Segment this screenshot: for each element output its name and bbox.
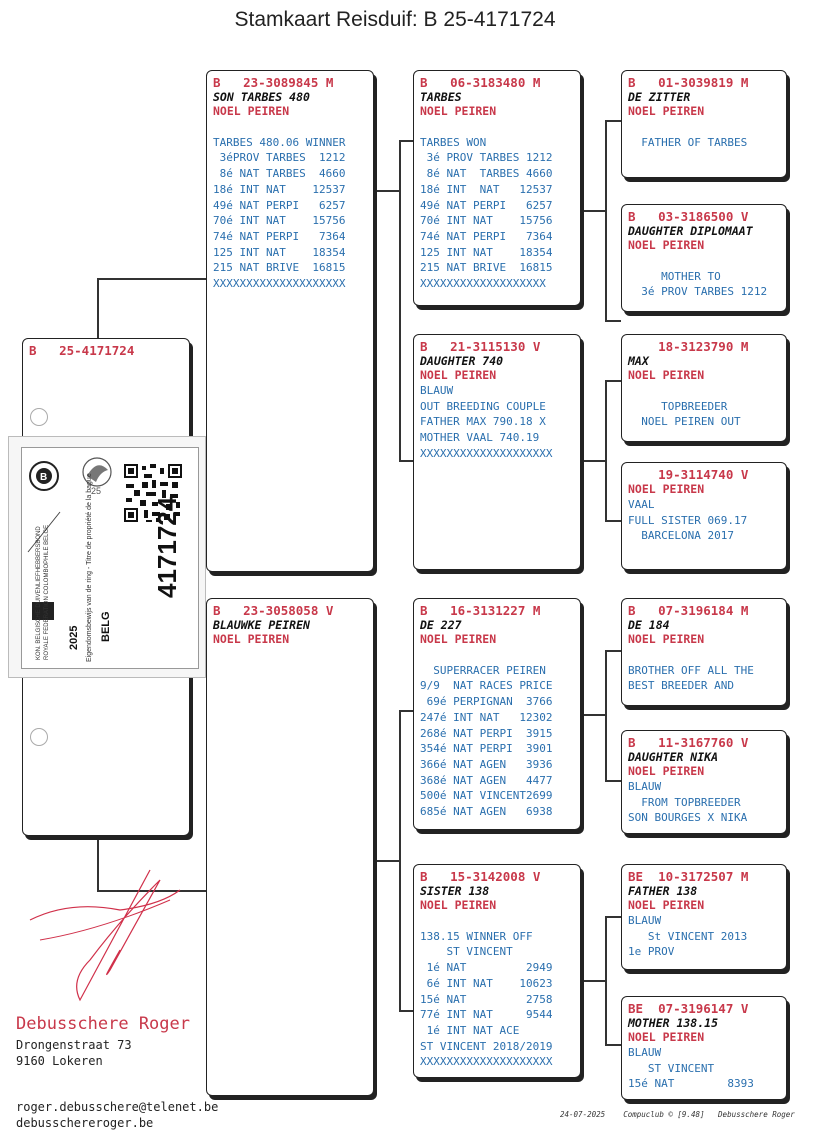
ddd-name: MOTHER 138.15 [628,1016,719,1030]
connector-line [376,190,400,192]
performance-line: FROM TOPBREEDER [628,795,741,809]
ring-year: 2025 [68,625,80,650]
breeder-email[interactable]: roger.debusschere@telenet.be [16,1100,219,1114]
performance-line: XXXXXXXXXXXXXXXXXXXX [420,446,553,460]
connector-line [605,380,621,382]
performance-line: BLAUW [420,384,454,397]
performance-line: ST VINCENT [628,1061,715,1075]
dam-sire-name: DE 227 [420,618,462,632]
footer-text: 24-07-2025 Compuclub © [9.48] Debusschere Roger [560,1110,795,1119]
performance-line: 125 INT NAT 18354 [213,245,346,259]
connector-line [605,380,607,520]
sire-sire-sire-card[interactable] [621,70,787,178]
dam-name: BLAUWKE PEIREN [213,618,310,632]
ring-certificate [8,436,206,678]
ring-certificate-inner [21,447,199,669]
page-title: Stamkaart Reisduif: B 25-4171724 [234,8,556,31]
dds-ring: BE 10-3172507 M [628,869,749,884]
dam-dam-lines [414,913,580,1070]
ring-number: 4171724 [152,496,182,598]
performance-line: 3éPROV TARBES 1212 [213,151,346,165]
sire-dam-sire-card[interactable] [621,334,787,442]
connector-line [605,916,607,1044]
performance-line: 354é NAT PERPI 3901 [420,742,553,756]
sire-dam-name: DAUGHTER 740 [420,354,504,368]
performance-line [622,383,786,399]
performance-line: 49é NAT PERPI 6257 [213,198,346,212]
performance-line: 368é NAT AGEN 4477 [420,773,553,787]
dam-sire-lines [414,647,580,820]
dam-dam-name: SISTER 138 [420,884,490,898]
sire-name: SON TARBES 480 [213,90,310,104]
connector-line [399,140,401,460]
breeder-name: Debusschere Roger [16,1014,190,1034]
dam-dam-card[interactable] [413,864,581,1078]
sdd-owner: NOEL PEIREN [628,482,705,496]
ddd-lines [622,1045,786,1092]
performance-line [414,647,580,663]
performance-line: 366é NAT AGEN 3936 [420,757,553,771]
sire-sire-lines [414,119,580,292]
connector-line [399,140,413,142]
performance-line: SUPERRACER PEIREN [420,663,546,677]
dam-sire-card[interactable] [413,598,581,830]
performance-line: FATHER MAX 790.18 X [420,415,546,429]
dds-name: FATHER 138 [628,884,698,898]
performance-line: 8é NAT TARBES 4660 [213,167,346,181]
sss-name: DE ZITTER [628,90,691,104]
performance-line: 685é NAT AGEN 6938 [420,805,553,819]
connector-line [605,916,621,918]
performance-line: 49é NAT PERPI 6257 [420,198,553,212]
performance-line: 69é PERPIGNAN 3766 [420,695,553,709]
performance-line: BLAUW [628,780,662,793]
sss-ring: B 01-3039819 M [628,75,749,90]
connector-line [97,278,207,280]
sire-dam-owner: NOEL PEIREN [420,368,497,382]
dss-name: DE 184 [628,618,670,632]
punch-hole [30,728,48,746]
sds-ring: 18-3123790 M [628,339,749,354]
sss-owner: NOEL PEIREN [628,104,705,118]
dds-lines [622,913,786,960]
performance-line: TARBES 480.06 WINNER [213,135,346,149]
breeder-website[interactable]: debusschereroger.be [16,1116,154,1130]
org-name-fr: ROYALE FEDERATION COLOMBOPHILE BELGE [44,524,50,660]
dam-sire-owner: NOEL PEIREN [420,632,497,646]
badge-letter: B [40,472,48,483]
sire-sire-dam-card[interactable] [621,204,787,312]
dsd-owner: NOEL PEIREN [628,764,705,778]
performance-line: VAAL [628,498,655,511]
performance-line: 215 NAT BRIVE 16815 [213,261,346,275]
connector-line [97,278,99,340]
org-name-nl: KON. BELGISCHE DUIVENLIEFHEBBERSBOND [36,526,42,660]
performance-line: SON BOURGES X NIKA [628,811,748,825]
connector-line [399,1010,413,1012]
connector-line [399,710,413,712]
performance-line [207,119,373,135]
sdd-ring: 19-3114740 V [628,467,749,482]
performance-line: TOPBREEDER [628,399,728,413]
sire-lines [207,119,373,292]
dds-owner: NOEL PEIREN [628,898,705,912]
performance-line [622,647,786,663]
sire-sire-name: TARBES [420,90,462,104]
performance-line: ST VINCENT [420,945,513,959]
connector-line [605,120,621,122]
performance-line: XXXXXXXXXXXXXXXXXXX [420,277,546,291]
performance-line [622,119,786,135]
ddd-owner: NOEL PEIREN [628,1030,705,1044]
performance-line: OUT BREEDING COUPLE [420,399,546,413]
performance-line: 1e PROV [628,945,675,959]
performance-line: 9/9 NAT RACES PRICE [420,679,553,693]
performance-line: 500é NAT VINCENT2699 [420,789,553,803]
connector-line [399,710,401,1010]
performance-line: TARBES WON [420,135,487,149]
connector-line [605,780,621,782]
ddd-ring: BE 07-3196147 V [628,1001,749,1016]
performance-line: 138.15 WINNER OFF [420,929,533,943]
punch-hole [30,408,48,426]
sire-owner: NOEL PEIREN [213,104,290,118]
connector-line [376,860,400,862]
performance-line: XXXXXXXXXXXXXXXXXXXX [420,1055,553,1069]
federation-logo-icon [24,452,84,652]
dsd-lines [622,779,786,826]
main-pigeon-ring: B 25-4171724 [29,343,135,358]
performance-line: 74é NAT PERPI 7364 [420,229,553,243]
performance-line: 6é INT NAT 10623 [420,976,553,990]
performance-line: St VINCENT 2013 [628,929,748,943]
dam-card[interactable] [206,598,374,1096]
ssd-name: DAUGHTER DIPLOMAAT [628,224,753,238]
breeder-street: Drongenstraat 73 [16,1038,132,1052]
dsd-ring: B 11-3167760 V [628,735,749,750]
dam-sire-sire-card[interactable] [621,598,787,706]
performance-line: 125 INT NAT 18354 [420,245,553,259]
performance-line: 70é INT NAT 15756 [213,214,346,228]
sire-sire-ring: B 06-3183480 M [420,75,541,90]
performance-line: BLAUW [628,1046,662,1059]
performance-line: 3é PROV TARBES 1212 [420,151,553,165]
performance-line: 215 NAT BRIVE 16815 [420,261,553,275]
performance-line: 1é NAT 2949 [420,961,553,975]
dss-lines [622,647,786,694]
performance-line: FULL SISTER 069.17 [628,513,748,527]
connector-line [584,210,606,212]
dam-dam-dam-card[interactable] [621,996,787,1100]
sire-sire-card[interactable] [413,70,581,306]
ownership-text: Eigendomsbewijs van de ring - Titre de propriété de la bague [86,473,93,662]
sire-dam-ring: B 21-3115130 V [420,339,541,354]
connector-line [605,650,621,652]
performance-line: 247é INT NAT 12302 [420,710,553,724]
performance-line: 15é NAT 8393 [628,1077,754,1091]
performance-line: MOTHER VAAL 740.19 [420,431,540,445]
ssd-owner: NOEL PEIREN [628,238,705,252]
performance-line: BEST BREEDER AND [628,679,734,693]
sss-lines [622,119,786,150]
sire-ring: B 23-3089845 M [213,75,334,90]
performance-line: XXXXXXXXXXXXXXXXXXXX [213,277,346,291]
connector-line [584,460,606,462]
sire-card[interactable] [206,70,374,572]
performance-line: 8é NAT TARBES 4660 [420,167,553,181]
dam-ring: B 23-3058058 V [213,603,334,618]
performance-line: 1é INT NAT ACE [420,1023,520,1037]
sds-name: MAX [628,354,649,368]
dss-owner: NOEL PEIREN [628,632,705,646]
performance-line: FATHER OF TARBES [628,135,748,149]
performance-line [414,913,580,929]
performance-line: BARCELONA 2017 [628,529,734,543]
ssd-lines [622,253,786,300]
connector-line [584,714,606,716]
performance-line: 77é INT NAT 9544 [420,1008,553,1022]
performance-line: 268é NAT PERPI 3915 [420,726,553,740]
svg-text:25: 25 [91,486,102,496]
sire-dam-dam-card[interactable] [621,462,787,570]
performance-line: MOTHER TO [628,269,721,283]
ssd-ring: B 03-3186500 V [628,209,749,224]
dsd-name: DAUGHTER NIKA [628,750,719,764]
performance-line: NOEL PEIREN OUT [628,415,741,429]
performance-line: ST VINCENT 2018/2019 [420,1039,553,1053]
breeder-city: 9160 Lokeren [16,1054,103,1068]
dam-dam-sire-card[interactable] [621,864,787,970]
sds-owner: NOEL PEIREN [628,368,705,382]
sire-sire-owner: NOEL PEIREN [420,104,497,118]
sire-dam-lines [414,383,580,462]
dam-sire-ring: B 16-3131227 M [420,603,541,618]
performance-line: 3é PROV TARBES 1212 [628,285,768,299]
performance-line [414,119,580,135]
connector-line [605,120,607,320]
performance-line: 74é NAT PERPI 7364 [213,229,346,243]
connector-line [605,650,607,780]
performance-line: BLAUW [628,914,662,927]
dss-ring: B 07-3196184 M [628,603,749,618]
connector-line [605,1044,621,1046]
ring-country: BELG [100,611,112,642]
signature [20,860,190,1010]
performance-line: 18é INT NAT 12537 [420,182,553,196]
dam-dam-ring: B 15-3142008 V [420,869,541,884]
connector-line [605,520,621,522]
dam-dam-owner: NOEL PEIREN [420,898,497,912]
dam-sire-dam-card[interactable] [621,730,787,834]
performance-line: BROTHER OFF ALL THE [628,663,754,677]
sdd-lines [622,497,786,544]
performance-line: 18é INT NAT 12537 [213,182,346,196]
performance-line [622,253,786,269]
sire-dam-card[interactable] [413,334,581,570]
connector-line [605,320,621,322]
performance-line: 15é NAT 2758 [420,992,553,1006]
connector-line [399,460,413,462]
dam-owner: NOEL PEIREN [213,632,290,646]
performance-line: 70é INT NAT 15756 [420,214,553,228]
sds-lines [622,383,786,430]
connector-line [584,980,606,982]
